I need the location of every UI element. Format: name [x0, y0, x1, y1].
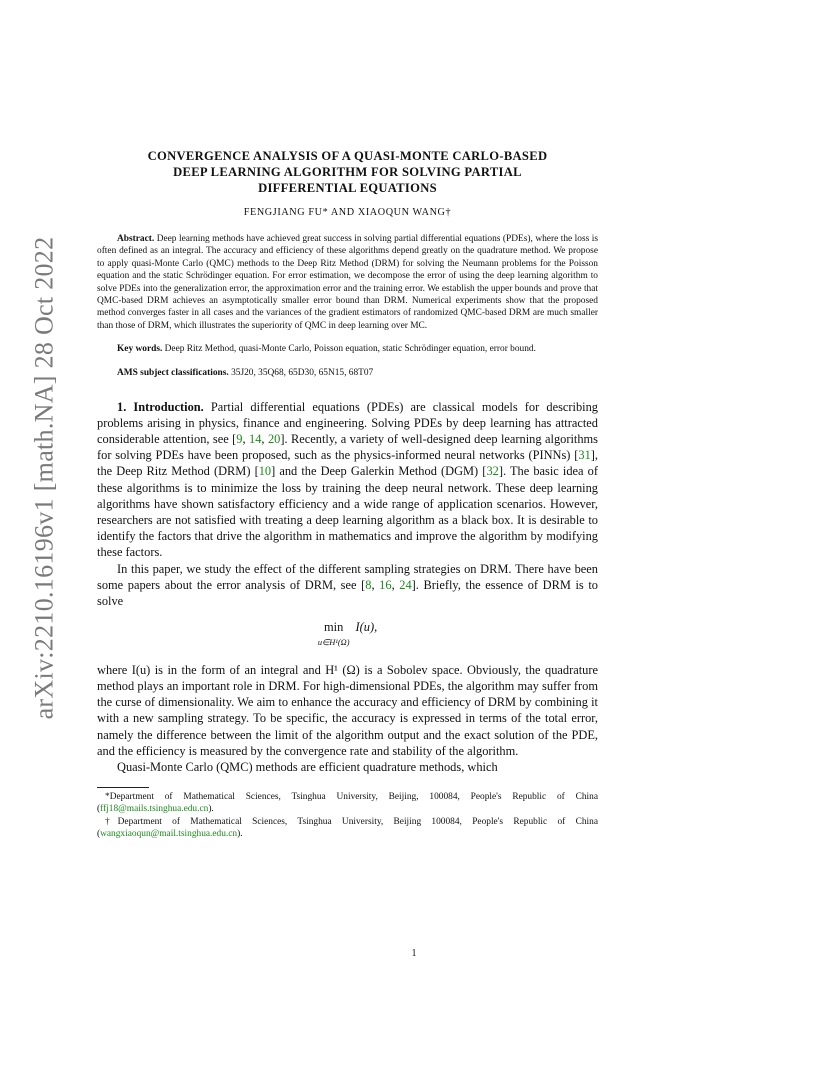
footnote	[97, 791, 598, 815]
citation-link[interactable]: 31	[578, 448, 591, 463]
keywords-label: Key words.	[117, 344, 163, 355]
introduction-section	[97, 399, 598, 775]
footnotes	[97, 791, 598, 840]
title-line: DEEP LEARNING ALGORITHM FOR SOLVING PARTIAL	[173, 165, 522, 179]
abstract-text: Deep learning methods have achieved great success in solving partial differential equations (PDEs), where the loss is often defined as an integral. The accuracy and efficiency of these algorithms depend greatly on the quadrature method. We propose to apply quasi-Monte Carlo (QMC) methods to the Deep Ritz Method (DRM) for solving the Neumann problems for the Poisson equation and the static Schrödinger equation. For error estimation, we decompose the error of using the deep learning algorithm to solve PDEs into the generalization error, the approximation error and the training error. We establish the upper bounds and prove that QMC-based DRM achieves an asymptotically smaller error bound than DRM. Numerical experiments show that the proposed method converges faster in all cases and the variances of the gradient estimators of randomized QMC-based DRM are much smaller than those of DRM, which illustrates the superiority of QMC in deep learning over MC.	[97, 234, 598, 331]
paper-title	[97, 148, 598, 196]
section-heading: 1. Introduction.	[117, 399, 204, 414]
paper-page	[97, 148, 598, 840]
authors: FENGJIANG FU* AND XIAOQUN WANG†	[243, 207, 452, 218]
citation-link[interactable]: 16	[379, 577, 392, 592]
keywords	[97, 343, 598, 355]
intro-text: ]. Recently, a variety of well-designed deep learning algorithms for solving PDEs have been proposed, such as the physics-informed neural networks (PINNs) [	[97, 432, 598, 463]
equation-operator: min	[324, 620, 344, 635]
arxiv-side-stamp	[22, 236, 66, 720]
intro-paragraph: Quasi-Monte Carlo (QMC) methods are efficient quadrature methods, which	[117, 759, 498, 774]
footnote-text: *Department of Mathematical Sciences, Tsinghua University, Beijing, 100084, People's Republic of China (	[97, 792, 598, 815]
citation-link[interactable]: 9	[236, 432, 243, 447]
intro-text: ] and the Deep Galerkin Method (DGM) [	[271, 464, 487, 479]
intro-paragraph: 1. Introduction. Partial differential equations (PDEs) are classical models for describing problems arising in physics, finance and engineering. Solving PDEs by deep learning has attracted considerable attention, see [9, 14, 20]. Recently, a variety of well-designed deep learning algorithms for solving PDEs have been proposed, such as the physics-informed neural networks (PINNs) [31], the Deep Ritz Method (DRM) [10] and the Deep Galerkin Method (DGM) [32]. The basic idea of these algorithms is to minimize the loss by training the deep neural network. These deep learning algorithms have shown satisfactory efficiency and a wide range of application scenarios. However, researchers are not satisfied with treating a deep learning algorithm as a black box. It is desirable to identify the factors that drive the algorithm in mathematics and improve the algorithm by modifying these factors.	[97, 399, 598, 560]
page-number: 1	[411, 948, 417, 959]
footnote-text: †Department of Mathematical Sciences, Tsinghua University, Beijing 100084, People's Republic of China (	[97, 816, 598, 839]
footnote-rule	[97, 787, 149, 788]
email-link[interactable]: ffj18@mails.tsinghua.edu.cn	[100, 804, 209, 815]
ams-label: AMS subject classifications.	[117, 367, 229, 378]
ams-codes: 35J20, 35Q68, 65D30, 65N15, 68T07	[231, 367, 374, 378]
intro-paragraph: where I(u) is in the form of an integral and H¹ (Ω) is a Sobolev space. Obviously, the quadrature method plays an important role in DRM. For high-dimensional PDEs, the algorithm may suffer from the curse of dimensionality. We aim to enhance the accuracy and efficiency of DRM by combining it with a new sampling strategy. To be specific, the accuracy is expressed in terms of the total error, namely the difference between the limit of the algorithm output and the exact solution of the PDE, and the efficiency is measured by the convergence rate and stability of the algorithm.	[97, 662, 598, 758]
title-line: DIFFERENTIAL EQUATIONS	[258, 181, 437, 195]
footnote	[97, 816, 598, 840]
email-link[interactable]: wangxiaoqun@mail.tsinghua.edu.cn	[100, 828, 238, 839]
intro-text: ], the Deep Ritz Method (DRM) [	[97, 448, 598, 479]
keywords-text: Deep Ritz Method, quasi-Monte Carlo, Poisson equation, static Schrödinger equation, error bound.	[164, 344, 536, 355]
abstract-label: Abstract.	[117, 234, 155, 244]
footnote-text: ).	[208, 804, 214, 815]
abstract	[97, 233, 598, 332]
intro-paragraph: In this paper, we study the effect of the different sampling strategies on DRM. There have been some papers about the error analysis of DRM, see [8, 16, 24]. Briefly, the essence of DRM is to solve	[97, 561, 598, 609]
intro-text: In this paper, we study the effect of the different sampling strategies on DRM. There have been some papers about the error analysis of DRM, see [	[97, 561, 598, 592]
citation-link[interactable]: 8	[365, 577, 372, 592]
arxiv-identifier: arXiv:2210.16196v1 [math.NA] 28 Oct 2022	[29, 236, 59, 720]
ams-classifications	[97, 368, 598, 378]
citation-link[interactable]: 14	[249, 432, 262, 447]
intro-text: ]. Briefly, the essence of DRM is to solve	[97, 577, 598, 609]
equation-expression: I(u),	[355, 620, 378, 635]
intro-text: Partial differential equations (PDEs) are classical models for describing problems arising in physics, finance and engineering. Solving PDEs by deep learning has attracted considerable attention, see [	[97, 399, 598, 447]
citation-link[interactable]: 32	[486, 464, 499, 479]
citation-link[interactable]: 24	[399, 577, 412, 592]
intro-text: ]. The basic idea of these algorithms is to minimize the loss by training the deep neural network. These deep learning algorithms have shown satisfactory efficiency and a wide range of application scenarios. However, researchers are not satisfied with treating a deep learning algorithm as a black box. It is desirable to identify the factors that drive the algorithm in mathematics and improve the algorithm by modifying these factors.	[97, 464, 598, 560]
footnote-text: ).	[237, 828, 243, 839]
citation-link[interactable]: 10	[258, 464, 272, 479]
display-equation	[97, 619, 598, 650]
equation-subscript: u∈H¹(Ω)	[317, 637, 350, 647]
title-line: CONVERGENCE ANALYSIS OF A QUASI-MONTE CARLO-BASED	[147, 149, 548, 163]
citation-link[interactable]: 20	[267, 432, 281, 447]
